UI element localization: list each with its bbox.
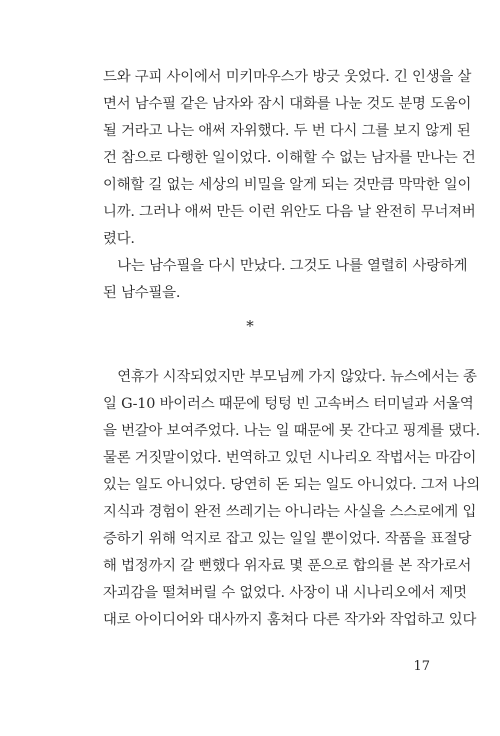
text-line: 증하기 위해 억지로 잡고 있는 일일 뿐이었다. 작품을 표절당 <box>103 531 472 547</box>
text-line: 된 남수필을. <box>103 285 181 301</box>
body-text-section-1 <box>103 64 476 307</box>
text-line: 렸다. <box>103 231 135 247</box>
text-line: 을 번갈아 보여주었다. 나는 일 때문에 못 간다고 핑계를 댔다. <box>103 423 480 439</box>
text-line: 니까. 그러나 애써 만든 이런 위안도 다음 날 완전히 무너져버 <box>103 204 476 220</box>
text-line: 연휴가 시작되었지만 부모님께 가지 않았다. 뉴스에서는 종 <box>103 369 477 385</box>
text-line: 일 G-10 바이러스 때문에 텅텅 빈 고속버스 터미널과 서울역 <box>103 396 474 412</box>
text-line: 면서 남수필 같은 남자와 잠시 대화를 나눈 것도 분명 도움이 <box>103 96 472 112</box>
text-line: 있는 일도 아니었다. 당연히 돈 되는 일도 아니었다. 그저 나의 <box>103 477 480 493</box>
body-text-section-2 <box>103 364 480 634</box>
text-line: 나는 남수필을 다시 만났다. 그것도 나를 열렬히 사랑하게 <box>103 258 468 274</box>
text-line: 될 거라고 나는 애써 자위했다. 두 번 다시 그를 보지 않게 된 <box>103 123 471 139</box>
page-number: 17 <box>413 659 430 674</box>
section-separator: * <box>246 317 254 335</box>
text-line: 지식과 경험이 완전 쓰레기는 아니라는 사실을 스스로에게 입 <box>103 504 477 520</box>
text-line: 건 참으로 다행한 일이었다. 이해할 수 없는 남자를 만나는 건 <box>103 150 476 166</box>
text-line: 대로 아이디어와 대사까지 훔쳐다 다른 작가와 작업하고 있다 <box>103 612 477 628</box>
text-line: 물론 거짓말이었다. 번역하고 있던 시나리오 작법서는 마감이 <box>103 450 477 466</box>
text-line: 해 법정까지 갈 뻔했다 위자료 몇 푼으로 합의를 본 작가로서 <box>103 558 472 574</box>
text-line: 드와 구피 사이에서 미키마우스가 방긋 웃었다. 긴 인생을 살 <box>103 69 472 85</box>
text-line: 이해할 길 없는 세상의 비밀을 알게 되는 것만큼 막막한 일이 <box>103 177 472 193</box>
text-line: 자괴감을 떨쳐버릴 수 없었다. 사장이 내 시나리오에서 제멋 <box>103 585 467 601</box>
